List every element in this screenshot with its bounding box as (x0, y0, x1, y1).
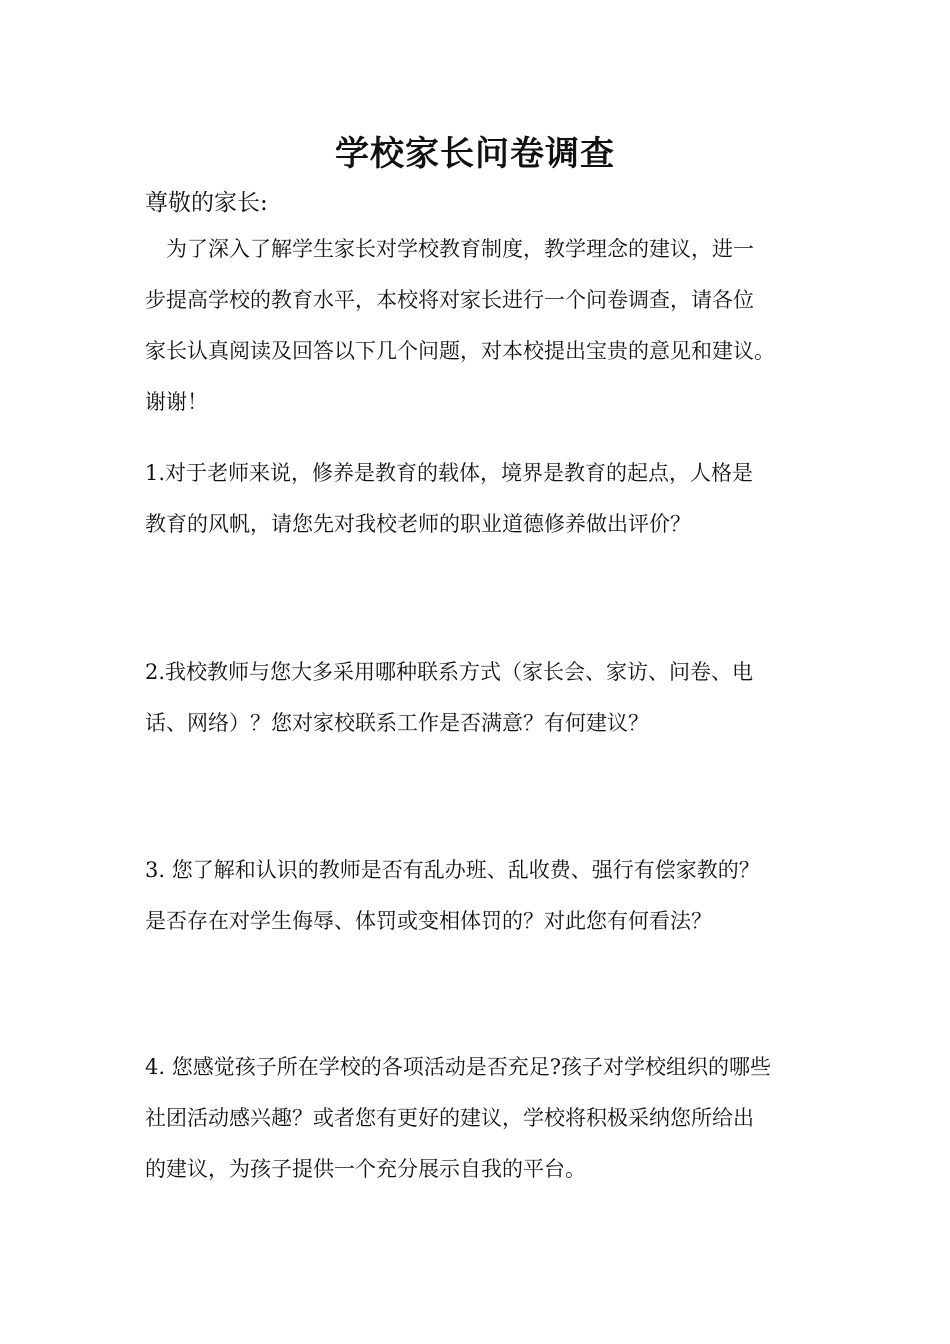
question-line: 4. 您感觉孩子所在学校的各项活动是否充足?孩子对学校组织的哪些 (145, 1055, 771, 1079)
question-2 (145, 647, 815, 749)
question-1 (145, 448, 815, 550)
intro-paragraph (145, 224, 815, 428)
intro-line: 步提高学校的教育水平，本校将对家长进行一个问卷调查，请各位 (145, 288, 754, 312)
intro-line: 谢谢！ (145, 390, 208, 414)
question-3 (145, 845, 815, 947)
question-line: 3. 您了解和认识的教师是否有乱办班、乱收费、强行有偿家教的？ (145, 858, 760, 882)
intro-line: 为了深入了解学生家长对学校教育制度，教学理念的建议，进一 (145, 237, 754, 261)
salutation: 尊敬的家长: (145, 190, 268, 216)
document-title: 学校家长问卷调查 (335, 134, 615, 174)
question-line: 1.对于老师来说，修养是教育的载体，境界是教育的起点，人格是 (145, 461, 754, 485)
intro-line: 家长认真阅读及回答以下几个问题，对本校提出宝贵的意见和建议。 (145, 339, 775, 363)
question-line: 话、网络）？您对家校联系工作是否满意？有何建议？ (145, 711, 649, 735)
question-line: 的建议，为孩子提供一个充分展示自我的平台。 (145, 1157, 586, 1181)
question-line: 教育的风帆，请您先对我校老师的职业道德修养做出评价？ (145, 512, 691, 536)
question-line: 是否存在对学生侮辱、体罚或变相体罚的？对此您有何看法？ (145, 909, 712, 933)
question-line: 2.我校教师与您大多采用哪种联系方式（家长会、家访、问卷、电 (145, 660, 754, 684)
question-line: 社团活动感兴趣？或者您有更好的建议，学校将积极采纳您所给出 (145, 1106, 754, 1130)
question-4 (145, 1042, 815, 1195)
